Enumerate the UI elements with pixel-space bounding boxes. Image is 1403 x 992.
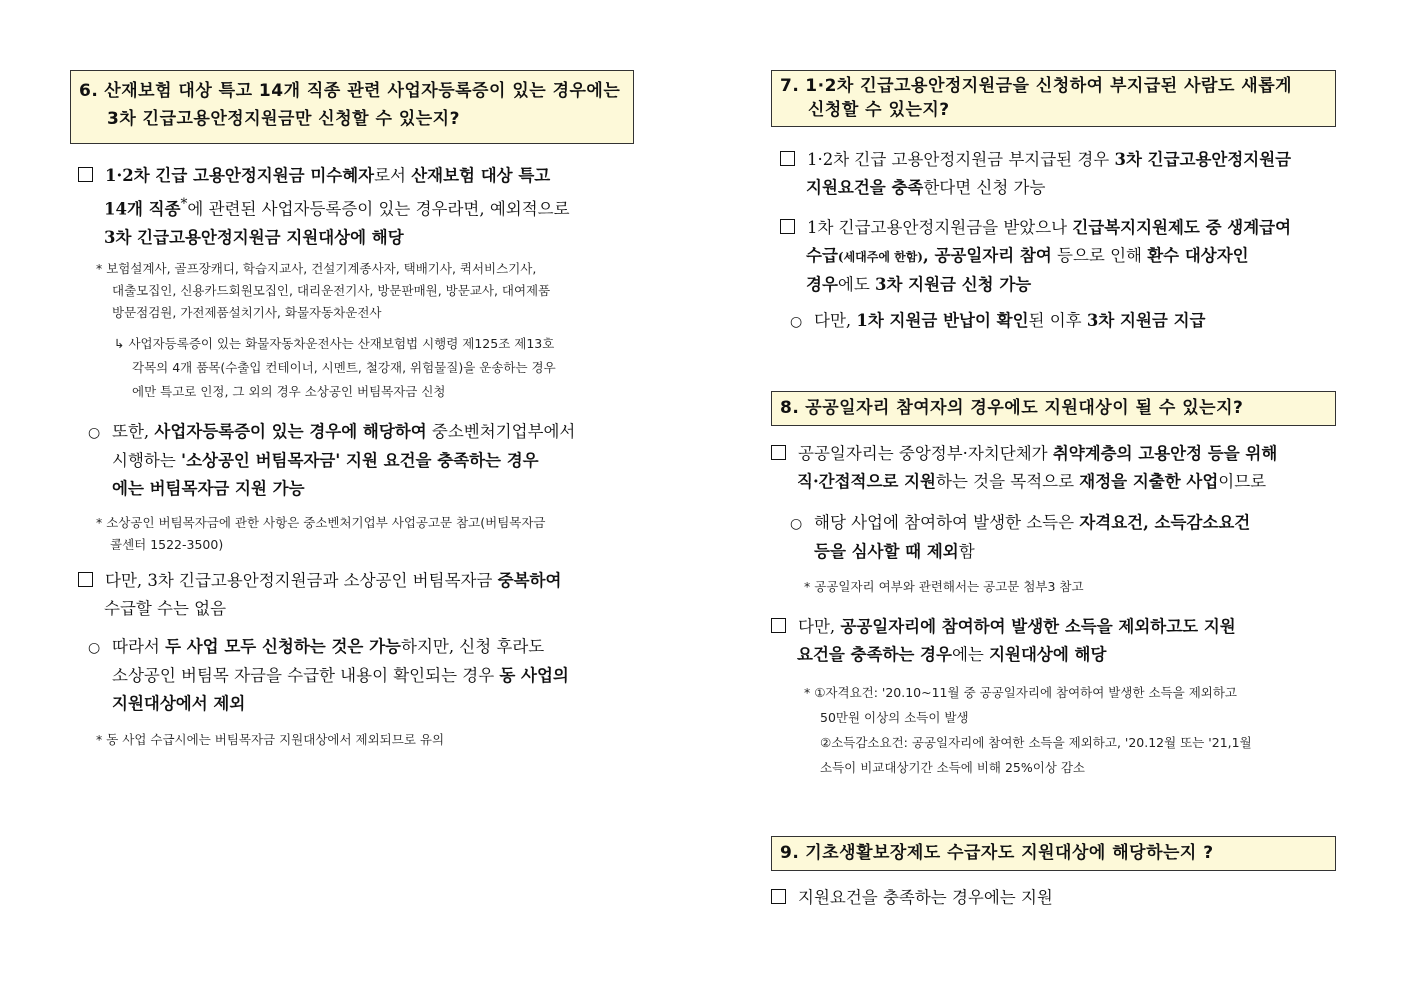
question-number: 6. bbox=[79, 81, 99, 101]
circle-bullet-icon: ○ bbox=[88, 640, 101, 656]
answer-subitem: ○ 다만, 1차 지원금 반납이 확인된 이후 3차 지원금 지급 bbox=[790, 307, 1340, 336]
answer-item: 1·2차 긴급 고용안정지원금 미수혜자로서 산재보험 대상 특고 14개 직종*에 관련된 사업자등록증이 있는 경우라면, 예외적으로 3차 긴급고용안정지원금 지원대상에 해당 bbox=[78, 162, 643, 252]
checkbox-square-icon bbox=[771, 445, 786, 460]
question-text-line1: 산재보험 대상 특고 14개 직종 관련 사업자등록증이 있는 경우에는 bbox=[104, 81, 621, 101]
answer-subitem: ○ 해당 사업에 참여하여 발생한 소득은 자격요건, 소득감소요건 등을 심사할 때 제외함 bbox=[790, 509, 1340, 566]
answer-subitem: ○ 또한, 사업자등록증이 있는 경우에 해당하여 중소벤처기업부에서 시행하는 '소상공인 버팀목자금' 지원 요건을 충족하는 경우 에는 버팀목자금 지원 가능 bbox=[88, 418, 643, 503]
checkbox-square-icon bbox=[78, 572, 93, 587]
checkbox-square-icon bbox=[771, 618, 786, 633]
answer-item: 다만, 3차 긴급고용안정지원금과 소상공인 버팀목자금 중복하여 수급할 수는 없음 bbox=[78, 567, 643, 623]
answer-item: 1·2차 긴급 고용안정지원금 부지급된 경우 3차 긴급고용안정지원금 지원요건을 충족한다면 신청 가능 bbox=[780, 146, 1340, 202]
answer-item: 1차 긴급고용안정지원금을 받았으나 긴급복지지원제도 중 생계급여 수급(세대주에 한함), 공공일자리 참여 등으로 인해 환수 대상자인 경우에도 3차 지원금 신청 가능 bbox=[780, 214, 1340, 299]
question-8-box: 8. 공공일자리 참여자의 경우에도 지원대상이 될 수 있는지? bbox=[771, 391, 1336, 426]
question-text-line2: 3차 긴급고용안정지원금만 신청할 수 있는지? bbox=[107, 109, 460, 129]
answer-item: 지원요건을 충족하는 경우에는 지원 bbox=[771, 884, 1341, 912]
circle-bullet-icon: ○ bbox=[790, 314, 803, 330]
checkbox-square-icon bbox=[78, 167, 93, 182]
circle-bullet-icon: ○ bbox=[790, 516, 803, 532]
footnote: * ①자격요건: '20.10~11월 중 공공일자리에 참여하여 발생한 소득을 제외하고 50만원 이상의 소득이 발생 ②소득감소요건: 공공일자리에 참여한 소득을 제외하고, '20.12월 또는 '21,1월 소득이 비교대상기간 소득에 비해 25%이상 감소 bbox=[804, 685, 1252, 775]
circle-bullet-icon: ○ bbox=[88, 425, 101, 441]
question-6-box bbox=[70, 70, 634, 144]
footnote: * 공공일자리 여부와 관련해서는 공고문 첨부3 참고 bbox=[804, 579, 1084, 594]
checkbox-square-icon bbox=[780, 151, 795, 166]
checkbox-square-icon bbox=[780, 219, 795, 234]
answer-item: 공공일자리는 중앙정부·자치단체가 취약계층의 고용안정 등을 위해 직·간접적으로 지원하는 것을 목적으로 재정을 지출한 사업이므로 bbox=[771, 440, 1341, 496]
footnote: * 동 사업 수급시에는 버팀목자금 지원대상에서 제외되므로 유의 bbox=[96, 732, 445, 747]
footnote: * 소상공인 버팀목자금에 관한 사항은 중소벤처기업부 사업공고문 참고(버팀목자금 콜센터 1522-3500) bbox=[96, 515, 546, 552]
question-7-box: 7. 1·2차 긴급고용안정지원금을 신청하여 부지급된 사람도 새롭게 신청할 수 있는지? bbox=[771, 70, 1336, 127]
footnote: * 보험설계사, 골프장캐디, 학습지교사, 건설기계종사자, 택배기사, 퀵서비스기사, 대출모집인, 신용카드회원모집인, 대리운전기사, 방문판매원, 방문교사, 대여제품 방문점검원, 가전제품설치기사, 화물자동차운전사 bbox=[96, 261, 551, 320]
checkbox-square-icon bbox=[771, 889, 786, 904]
answer-item: 다만, 공공일자리에 참여하여 발생한 소득을 제외하고도 지원 요건을 충족하는 경우에는 지원대상에 해당 bbox=[771, 613, 1341, 669]
question-9-box: 9. 기초생활보장제도 수급자도 지원대상에 해당하는지 ? bbox=[771, 836, 1336, 871]
footnote-sub: ↳ 사업자등록증이 있는 화물자동차운전사는 산재보험법 시행령 제125조 제13호 각목의 4개 품목(수출입 컨테이너, 시멘트, 철강재, 위험물질)을 운송하는 경우 에만 특고로 인정, 그 외의 경우 소상공인 버팀목자금 신청 bbox=[114, 336, 556, 399]
answer-subitem: ○ 따라서 두 사업 모두 신청하는 것은 가능하지만, 신청 후라도 소상공인 버팀목 자금을 수급한 내용이 확인되는 경우 동 사업의 지원대상에서 제외 bbox=[88, 633, 643, 718]
